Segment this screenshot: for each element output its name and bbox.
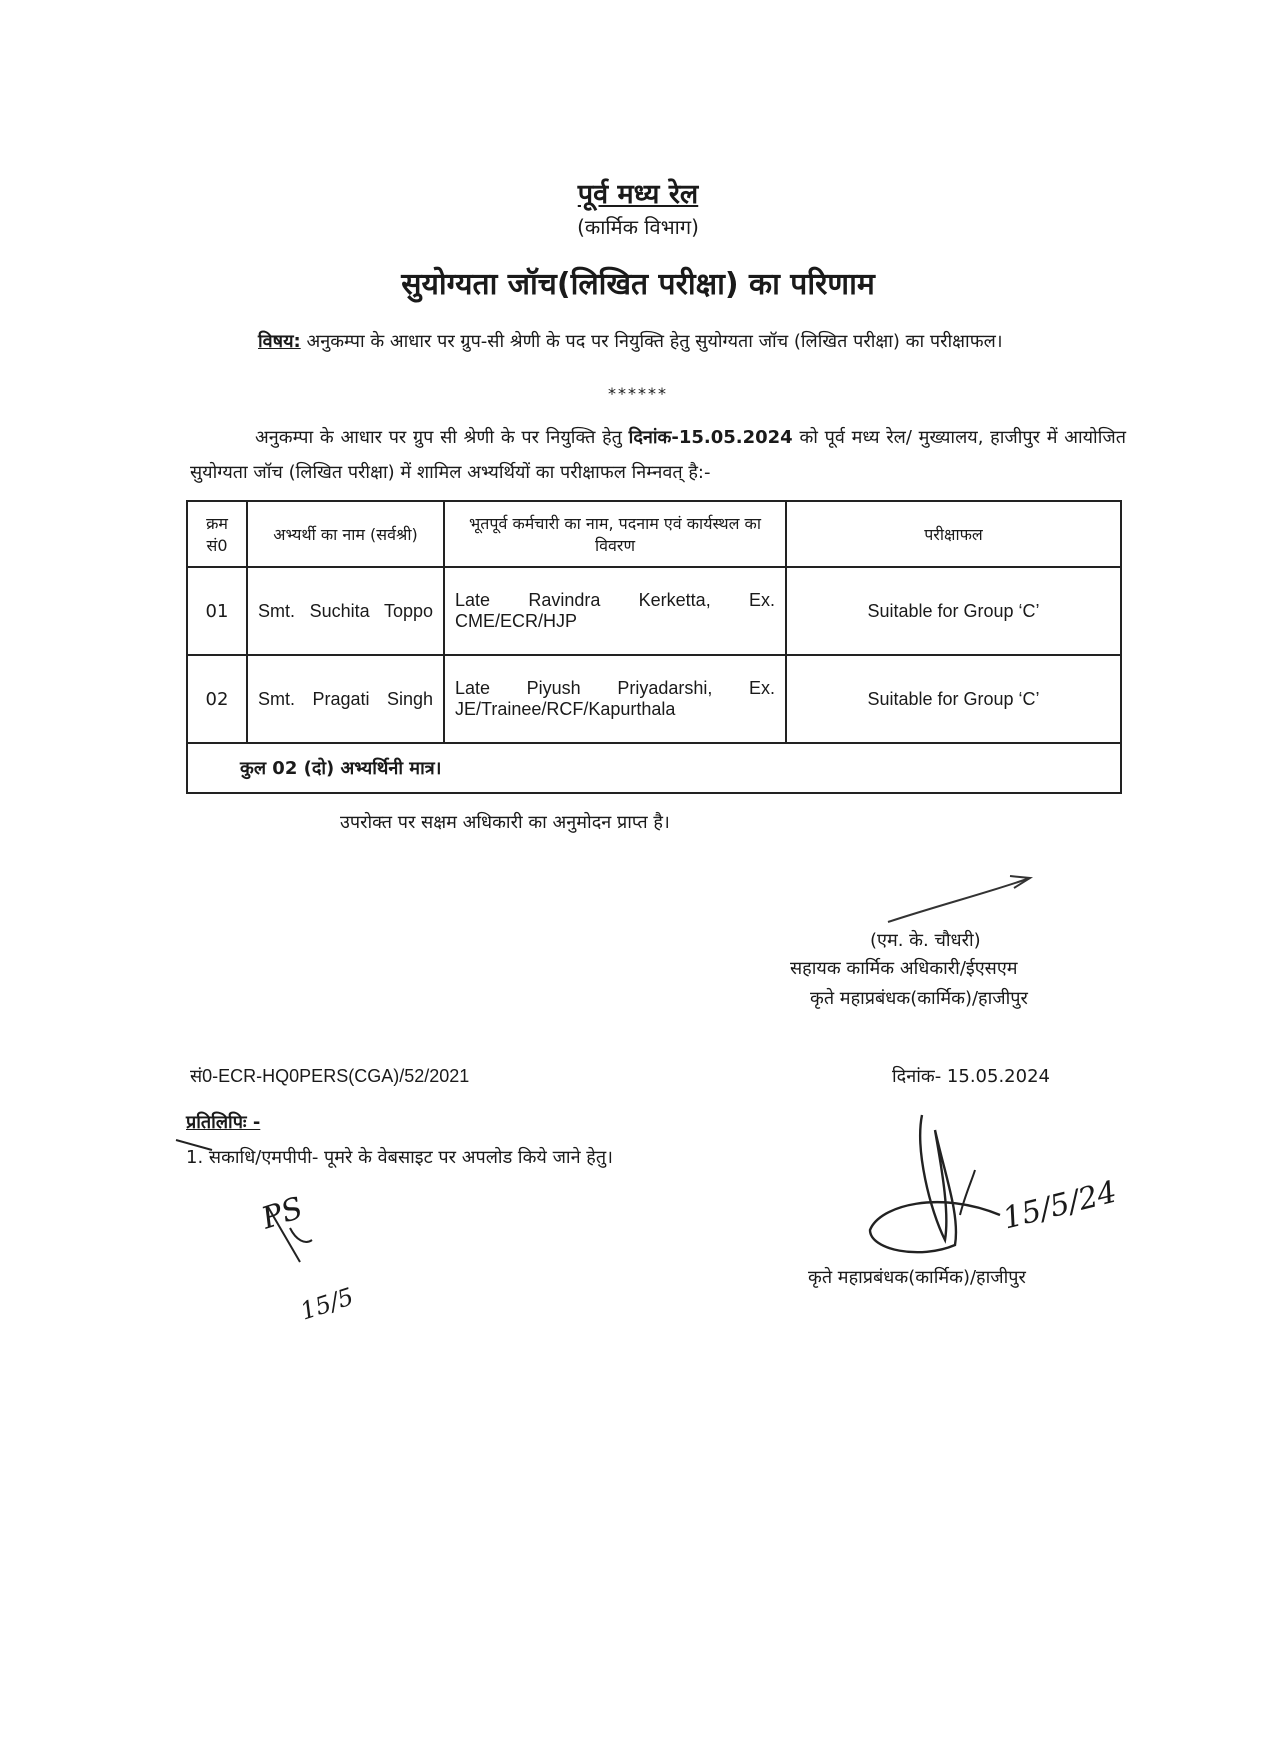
- intro-part1: अनुकम्पा के आधार पर ग्रुप सी श्रेणी के पर नियुक्ति हेतु: [255, 427, 622, 448]
- document-title: सुयोग्यता जॉच(लिखित परीक्षा) का परिणाम: [401, 267, 875, 302]
- bottom-office: कृते महाप्रबंधक(कार्मिक)/हाजीपुर: [808, 1267, 1026, 1288]
- row-sn: 01: [187, 567, 247, 655]
- row-candidate: Smt. Pragati Singh: [247, 655, 444, 743]
- row-result: Suitable for Group ‘C’: [786, 567, 1121, 655]
- row-candidate: Smt. Suchita Toppo: [247, 567, 444, 655]
- department-name: (कार्मिक विभाग): [577, 215, 699, 239]
- initials-date: 15/5: [296, 1282, 357, 1326]
- header-candidate: अभ्यर्थी का नाम (सर्वश्री): [247, 501, 444, 567]
- separator: ******: [608, 384, 668, 403]
- signatory-designation: सहायक कार्मिक अधिकारी/ईएसएम: [790, 958, 1018, 979]
- intro-date: दिनांक-15.05.2024: [628, 427, 793, 448]
- header-employee: भूतपूर्व कर्मचारी का नाम, पदनाम एवं कार्यस्थल का विवरण: [444, 501, 786, 567]
- header-result: परीक्षाफल: [786, 501, 1121, 567]
- signatory-name: (एम. के. चौधरी): [870, 930, 981, 951]
- reference-number: सं0-ECR-HQ0PERS(CGA)/52/2021: [190, 1066, 470, 1086]
- row-employee: Late Piyush Priyadarshi, Ex. JE/Trainee/RCF/Kapurthala: [444, 655, 786, 743]
- row-sn: 02: [187, 655, 247, 743]
- total-count: कुल 02 (दो) अभ्यर्थिनी मात्र।: [187, 743, 1121, 793]
- subject-label: विषय:: [258, 331, 301, 352]
- initials: PS: [257, 1190, 308, 1237]
- copy-heading: प्रतिलिपिः -: [186, 1112, 261, 1133]
- organization-name: पूर्व मध्य रेल: [577, 179, 699, 210]
- header-sn: क्रम सं0: [187, 501, 247, 567]
- row-employee: Late Ravindra Kerketta, Ex. CME/ECR/HJP: [444, 567, 786, 655]
- signature-date: 15/5/24: [999, 1174, 1121, 1237]
- subject-text: अनुकम्पा के आधार पर ग्रुप-सी श्रेणी के पद पर नियुक्ति हेतु सुयोग्यता जॉच (लिखित परीक्षा) का परीक्षाफल।: [306, 331, 1003, 352]
- copy-item: 1. सकाधि/एमपीपी- पूमरे के वेबसाइट पर अपलोड किये जाने हेतु।: [186, 1147, 613, 1168]
- approval-note: उपरोक्त पर सक्षम अधिकारी का अनुमोदन प्राप्त है।: [340, 812, 670, 833]
- reference-date: दिनांक- 15.05.2024: [892, 1066, 1050, 1087]
- signatory-office: कृते महाप्रबंधक(कार्मिक)/हाजीपुर: [810, 988, 1028, 1009]
- row-result: Suitable for Group ‘C’: [786, 655, 1121, 743]
- intro-part2: को पूर्व मध्य रेल/ मुख्यालय, हाजीपुर में आयोजित सुयोग्यता जॉच (लिखित परीक्षा) में शामिल अभ्यर्थियों का परीक्षाफल निम्नवत् है:-: [190, 427, 1126, 483]
